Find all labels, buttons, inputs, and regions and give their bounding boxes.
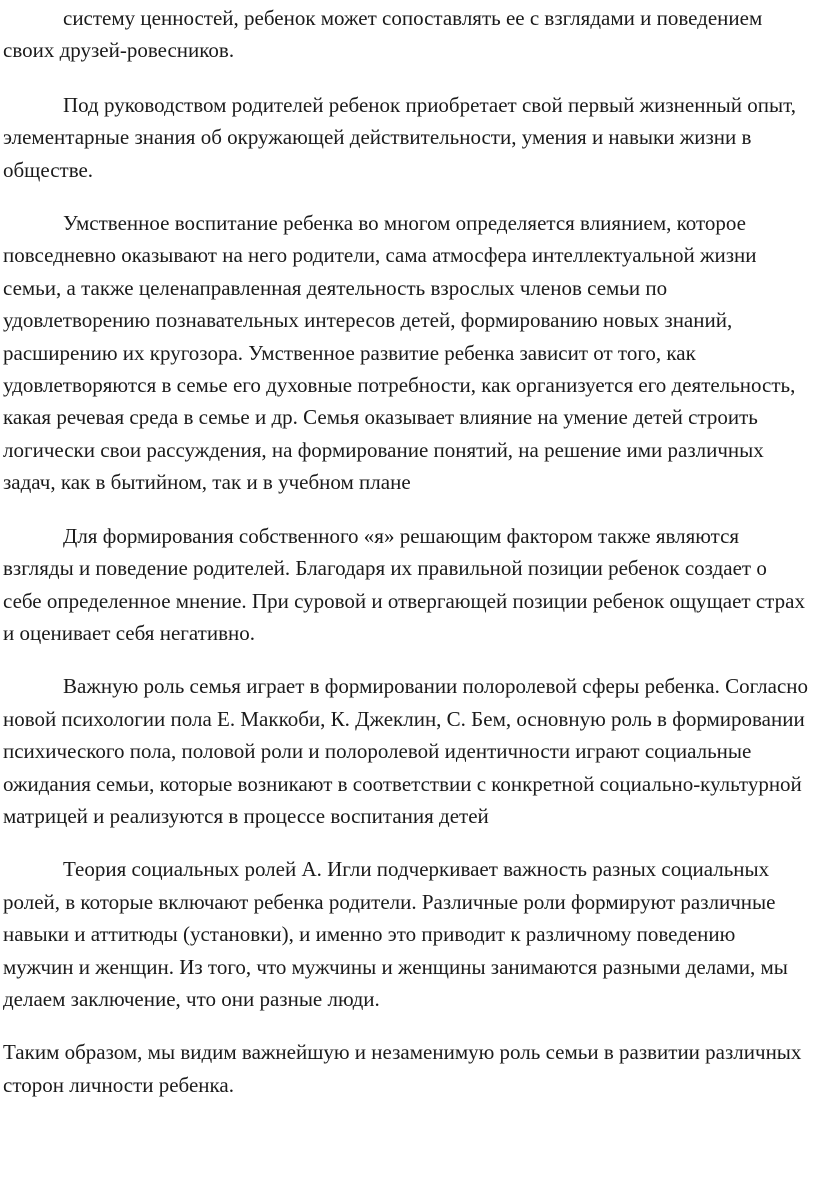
paragraph-conclusion: Таким образом, мы видим важнейшую и незаменимую роль семьи в развитии различных сторон личности ребенка.: [3, 1040, 802, 1097]
paragraph-gender-role: Важную роль семья играет в формировании полоролевой сферы ребенка. Согласно новой психологии пола Е. Маккоби, К. Джеклин, С. Бем, основную роль в формировании психического пола, половой роли и полоролевой идентичности играют социальные ожидания семьи, которые возникают в соответствии с конкретной социально-культурной матрицей и реализуются в процессе воспитания детей: [3, 674, 809, 828]
paragraph-mental-upbringing: Умственное воспитание ребенка во многом определяется влиянием, которое повседневно оказывают на него родители, сама атмосфера интеллектуальной жизни семьи, а также целенаправленная деятельность взрослых членов семьи по удовлетворению познавательных интересов детей, формированию новых знаний, расширению их кругозора. Умственное развитие ребенка зависит от того, как удовлетворяются в семье его духовные потребности, как организуется его деятельность, какая речевая среда в семье и др. Семья оказывает влияние на умение детей строить логически свои рассуждения, на формирование понятий, на решение ими различных задач, как в бытийном, так и в учебном плане: [3, 211, 796, 495]
paragraph-social-roles-theory: Теория социальных ролей А. Игли подчеркивает важность разных социальных ролей, в которые включают ребенка родители. Различные роли формируют различные навыки и аттитюды (установки), и именно это приводит к различному поведению мужчин и женщин. Из того, что мужчины и женщины занимаются разными делами, мы делаем заключение, что они разные люди.: [3, 857, 788, 1011]
paragraph-self-formation: Для формирования собственного «я» решающим фактором также являются взгляды и поведение родителей. Благодаря их правильной позиции ребенок создает о себе определенное мнение. При суровой и отвергающей позиции ребенок ощущает страх и оценивает себя негативно.: [3, 523, 805, 645]
paragraph-continuation: систему ценностей, ребенок может сопоставлять ее с взглядами и поведением своих друзей-ровесников.: [3, 6, 763, 63]
paragraph-life-experience: Под руководством родителей ребенок приобретает свой первый жизненный опыт, элементарные знания об окружающей действительности, умения и навыки жизни в обществе.: [3, 92, 796, 182]
